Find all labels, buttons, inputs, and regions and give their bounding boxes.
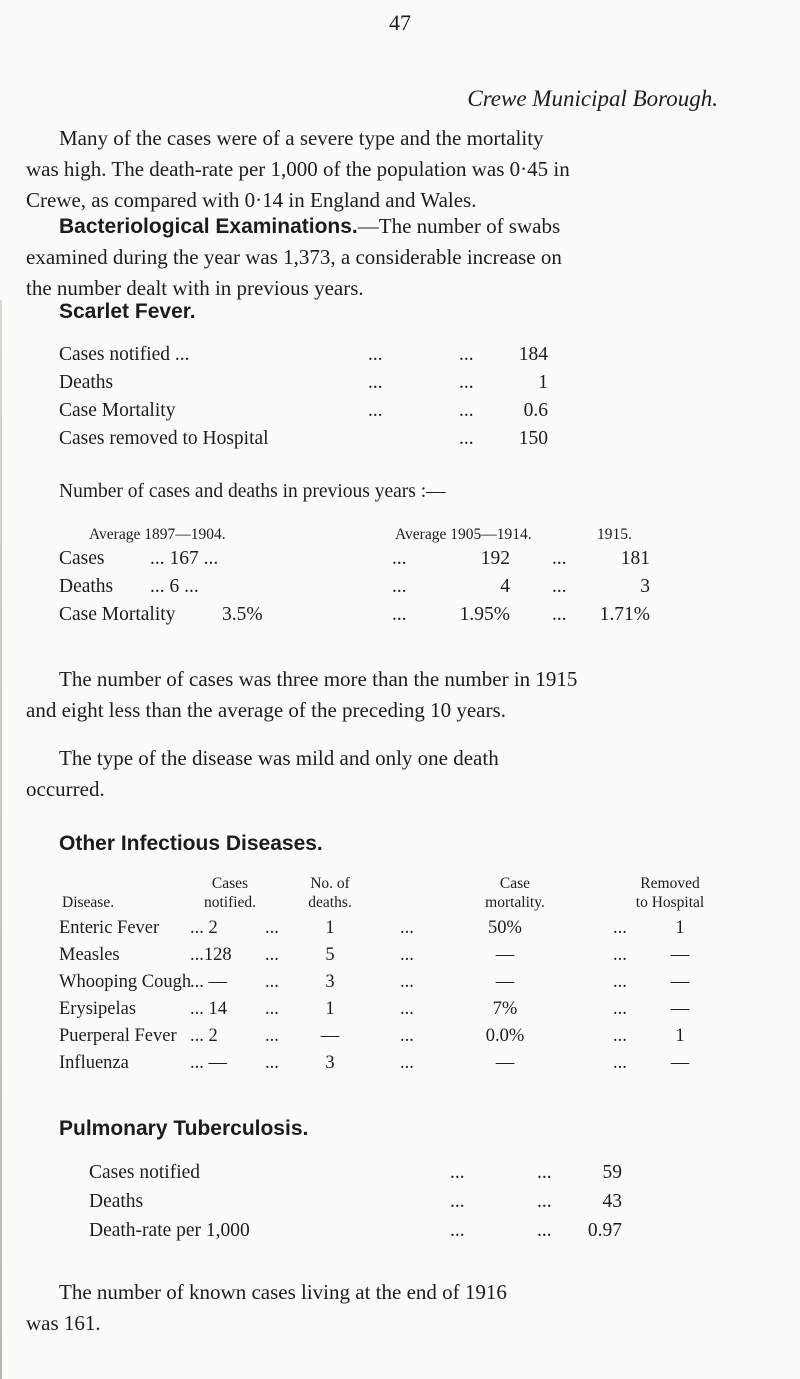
stat-dots: ... — [368, 372, 383, 393]
bacteriological-paragraph — [26, 211, 716, 304]
prev-1915: 181 — [620, 548, 650, 569]
disease-mortality: — — [495, 972, 515, 992]
disease-dots: ... — [265, 1053, 279, 1073]
col-header-disease: Disease. — [62, 894, 115, 911]
stat-value: 43 — [602, 1191, 622, 1212]
intro-line: Crewe, as compared with 0·14 in England and Wales. — [26, 188, 477, 212]
disease-name: Enteric Fever — [59, 918, 160, 938]
prev-row-label: Cases — [59, 548, 105, 569]
disease-notified: ... 2 — [190, 1026, 218, 1046]
col-header-removed: to Hospital — [635, 894, 705, 911]
stat-label: Death-rate per 1,000 — [89, 1220, 250, 1241]
disease-dots: ... — [265, 945, 279, 965]
prev-row-label: Case Mortality — [59, 604, 176, 625]
stat-value: 0.6 — [523, 400, 548, 421]
disease-deaths: 3 — [325, 1053, 335, 1073]
disease-notified: ... 2 — [190, 918, 218, 938]
disease-dots: ... — [265, 999, 279, 1019]
col-header-cases: Cases — [211, 875, 249, 892]
disease-notified: ...128 — [190, 945, 232, 965]
stat-label: Cases notified — [89, 1162, 201, 1183]
disease-mortality: — — [495, 1053, 515, 1073]
stat-value: 0.97 — [587, 1220, 622, 1241]
disease-notified: ... — — [190, 972, 227, 992]
scarlet-note-1: The number of cases was three more than the number in 1915 and eight less than the average of the preceding 10 years. — [26, 667, 578, 722]
stat-value: 184 — [518, 344, 548, 365]
disease-dots: ... — [400, 945, 414, 965]
disease-dots: ... — [400, 972, 414, 992]
disease-removed: — — [670, 945, 690, 965]
prev-header: Average 1905—1914. — [395, 526, 532, 543]
prev-header: Average 1897—1904. — [89, 526, 226, 543]
stat-dots: ... — [450, 1162, 465, 1183]
stat-dots: ... — [537, 1162, 552, 1183]
prev-avg-1905: 1.95% — [459, 604, 510, 625]
stat-dots: ... — [450, 1191, 465, 1212]
pulmonary-tb-heading: Pulmonary Tuberculosis. — [59, 1117, 309, 1140]
disease-mortality: 0.0% — [485, 1026, 525, 1046]
prev-avg-1897: 3.5% — [222, 604, 263, 625]
disease-deaths: 5 — [325, 945, 335, 965]
disease-notified: ... — — [190, 1053, 227, 1073]
stat-value: 59 — [602, 1162, 622, 1183]
disease-deaths: 1 — [325, 999, 335, 1019]
disease-removed: 1 — [675, 1026, 685, 1046]
disease-removed: 1 — [675, 918, 685, 938]
disease-dots: ... — [613, 918, 627, 938]
disease-dots: ... — [400, 1026, 414, 1046]
prev-avg-1897: ... 6 ... — [150, 576, 199, 597]
pulmonary-tb-closing: The number of known cases living at the end of 1916 was 161. — [26, 1280, 507, 1335]
col-header-cases: notified. — [203, 894, 257, 911]
bacteriological-text: examined during the year was 1,373, a considerable increase on — [26, 245, 562, 269]
stat-value: 150 — [518, 428, 548, 449]
disease-dots: ... — [613, 972, 627, 992]
disease-dots: ... — [265, 1026, 279, 1046]
prev-avg-1905: 192 — [480, 548, 510, 569]
running-head: Crewe Municipal Borough. — [467, 86, 718, 111]
disease-dots: ... — [613, 1026, 627, 1046]
prev-1915: 3 — [640, 576, 650, 597]
stat-dots: ... — [459, 344, 474, 365]
prev-1915: 1.71% — [599, 604, 650, 625]
scarlet-fever-heading: Scarlet Fever. — [59, 300, 196, 323]
stat-dots: ... — [459, 372, 474, 393]
stat-dots: ... — [368, 344, 383, 365]
disease-dots: ... — [400, 1053, 414, 1073]
page-number: 47 — [389, 10, 411, 35]
intro-line: Many of the cases were of a severe type and the mortality — [59, 126, 544, 150]
disease-name: Whooping Cough — [59, 972, 192, 992]
prev-dots: ... — [392, 576, 407, 597]
other-infectious-heading: Other Infectious Diseases. — [59, 832, 323, 855]
stat-label: Cases notified ... — [59, 344, 190, 365]
stat-label: Deaths — [89, 1191, 144, 1212]
disease-removed: — — [670, 999, 690, 1019]
disease-dots: ... — [265, 972, 279, 992]
stat-dots: ... — [459, 428, 474, 449]
scarlet-note-2: The type of the disease was mild and only one death occurred. — [26, 746, 499, 801]
stat-label: Case Mortality — [59, 400, 176, 421]
prev-avg-1905: 4 — [500, 576, 510, 597]
disease-removed: — — [670, 1053, 690, 1073]
prev-dots: ... — [552, 604, 567, 625]
disease-dots: ... — [613, 1053, 627, 1073]
intro-paragraph — [26, 123, 716, 216]
col-header-deaths: No. of — [310, 875, 350, 892]
previous-years-intro: Number of cases and deaths in previous years :— — [59, 481, 446, 502]
disease-dots: ... — [613, 999, 627, 1019]
prev-row-label: Deaths — [59, 576, 114, 597]
prev-header: 1915. — [597, 526, 632, 543]
disease-removed: — — [670, 972, 690, 992]
disease-deaths: — — [320, 1026, 340, 1046]
disease-dots: ... — [400, 918, 414, 938]
disease-dots: ... — [265, 918, 279, 938]
stat-dots: ... — [459, 400, 474, 421]
intro-line: was high. The death-rate per 1,000 of the population was 0·45 in — [26, 157, 570, 181]
stat-dots: ... — [450, 1220, 465, 1241]
prev-dots: ... — [552, 548, 567, 569]
disease-dots: ... — [400, 999, 414, 1019]
stat-dots: ... — [368, 400, 383, 421]
disease-notified: ... 14 — [190, 999, 227, 1019]
bacteriological-text: the number dealt with in previous years. — [26, 276, 364, 300]
stat-label: Deaths — [59, 372, 114, 393]
disease-name: Puerperal Fever — [59, 1026, 177, 1046]
stat-label: Cases removed to Hospital — [59, 428, 269, 449]
disease-deaths: 1 — [325, 918, 335, 938]
disease-mortality: — — [495, 945, 515, 965]
disease-name: Influenza — [59, 1053, 129, 1073]
disease-mortality: 50% — [488, 918, 522, 938]
col-header-mortality: Case — [499, 875, 531, 892]
stat-value: 1 — [538, 372, 548, 393]
disease-dots: ... — [613, 945, 627, 965]
col-header-removed: Removed — [640, 875, 700, 892]
col-header-mortality: mortality. — [485, 894, 545, 911]
prev-dots: ... — [392, 548, 407, 569]
page-edge-shadow — [0, 300, 2, 1379]
disease-mortality: 7% — [492, 999, 518, 1019]
stat-dots: ... — [537, 1191, 552, 1212]
disease-name: Erysipelas — [59, 999, 137, 1019]
prev-avg-1897: ... 167 ... — [150, 548, 219, 569]
col-header-deaths: deaths. — [308, 894, 352, 911]
disease-deaths: 3 — [325, 972, 335, 992]
bacteriological-text: —The number of swabs — [357, 214, 561, 238]
bacteriological-heading: Bacteriological Examinations. — [59, 215, 358, 238]
disease-name: Measles — [59, 945, 120, 965]
prev-dots: ... — [552, 576, 567, 597]
prev-dots: ... — [392, 604, 407, 625]
stat-dots: ... — [537, 1220, 552, 1241]
